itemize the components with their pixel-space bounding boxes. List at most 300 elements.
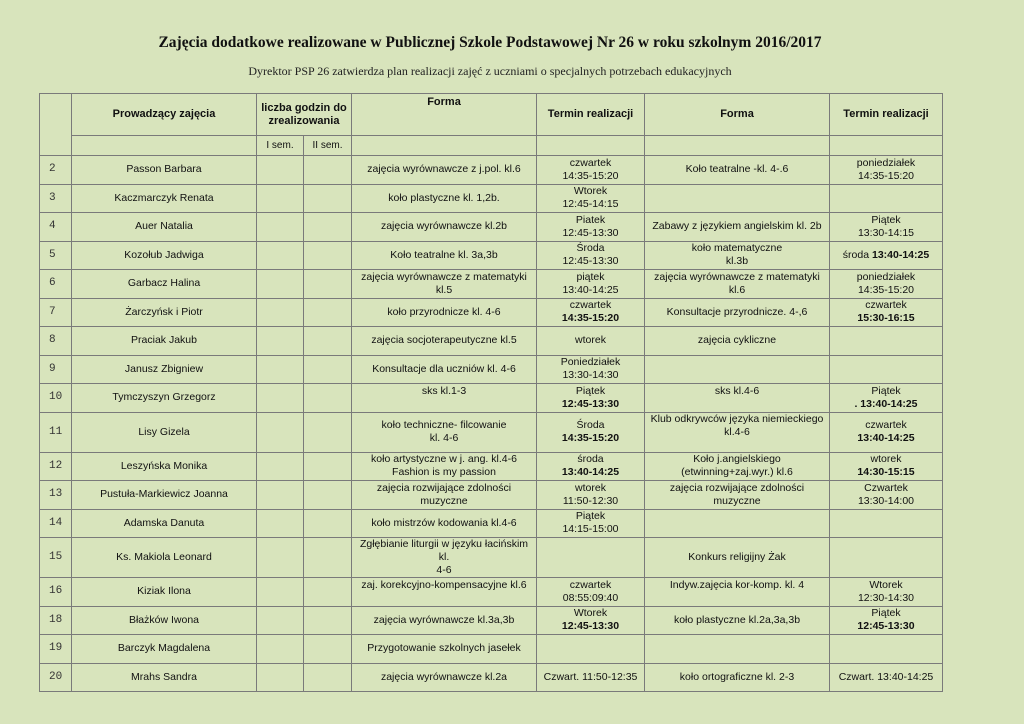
teacher-name: Garbacz Halina [72,270,257,299]
termin-2-text: czwartek [865,299,907,312]
termin-1-text: Środa [576,242,605,255]
termin-1-line [539,671,642,684]
hours-sem-1 [257,355,304,384]
termin-1-line [539,419,642,432]
termin-1-text: wtorek [575,334,606,347]
teacher-name: Kozołub Jadwiga [72,241,257,270]
forma-1-line: zajęcia wyrównawcze z j.pol. kl.6 [367,163,521,176]
forma-1-line: koło techniczne- filcowanie [381,419,507,431]
forma-1 [352,213,537,242]
forma-1 [352,452,537,481]
termin-1-text: Czwart. 11:50-12:35 [543,670,638,683]
row-number: 5 [40,241,72,270]
forma-2 [645,156,830,185]
forma-2-line: kl.4-6 [724,425,750,438]
hours-sem-1 [257,606,304,635]
termin-1-line [539,482,642,495]
termin-1-text: piątek [576,270,605,283]
hours-sem-2 [304,663,352,692]
termin-2-text: środa [842,248,872,261]
forma-2-line: Indyw.zajęcia kor-komp. kl. 4 [669,578,805,591]
termin-1-text: 13:40-14:25 [562,283,619,296]
termin-2-text: 15:30-16:15 [857,312,915,325]
forma-2 [645,270,830,299]
forma-1-line: zajęcia wyrównawcze z matematyki kl.5 [361,270,527,296]
teacher-name: Kaczmarczyk Renata [72,184,257,213]
forma-2-line: Klub odkrywców języka niemieckiego [650,412,824,425]
teacher-name: Lisy Gizela [72,412,257,452]
termin-1 [537,663,645,692]
termin-2-line [832,385,940,398]
termin-2 [830,509,943,538]
forma-1-line: sks kl.1-3 [421,384,467,397]
forma-2 [645,327,830,356]
termin-1-line [539,227,642,240]
termin-2 [830,298,943,327]
termin-2-text: Wtorek [869,578,903,591]
hours-sem-2 [304,241,352,270]
row-number: 7 [40,298,72,327]
teacher-name: Kiziak Ilona [72,578,257,607]
termin-2-text: . 13:40-14:25 [854,397,918,410]
header-forma-2-sub [645,136,830,156]
hours-sem-1 [257,327,304,356]
forma-1 [352,663,537,692]
forma-1-line: zajęcia rozwijające zdolności muzyczne [376,481,512,507]
hours-sem-2 [304,452,352,481]
forma-2-line: kl.3b [725,255,749,268]
termin-1-text: 11:50-12:30 [562,494,619,507]
termin-2-text: Piątek [871,384,901,397]
termin-2 [830,270,943,299]
forma-1 [352,578,537,607]
hours-sem-2 [304,298,352,327]
termin-2 [830,412,943,452]
termin-1-line [539,334,642,347]
termin-1-text: 08:55:09:40 [562,591,619,604]
termin-1-text: wtorek [575,481,606,494]
forma-1-line: Przygotowanie szkolnych jasełek [367,642,521,655]
termin-2-line [832,592,940,605]
termin-1 [537,241,645,270]
document-title: Zajęcia dodatkowe realizowane w Publicznej Szkole Podstawowej Nr 26 w roku szkolnym 2016/2017 [158,34,822,51]
termin-2-line [832,398,940,411]
row-number: 9 [40,355,72,384]
termin-1 [537,298,645,327]
forma-1-line: 4-6 [436,564,452,576]
hours-sem-1 [257,538,304,578]
table-row [40,578,943,607]
forma-1 [352,184,537,213]
termin-2-line [832,299,940,312]
termin-2 [830,538,943,578]
forma-1-line: kl. 4-6 [429,432,459,444]
termin-2-bold-time: 13:40-14:25 [871,248,930,261]
forma-1 [352,241,537,270]
termin-1-line [539,170,642,183]
hours-sem-2 [304,578,352,607]
termin-1-line [539,299,642,312]
activities-table [39,93,943,692]
termin-1-text: czwartek [569,578,612,591]
termin-1-text: środa [577,453,604,466]
termin-1-line [539,523,642,536]
table-row [40,452,943,481]
row-number: 6 [40,270,72,299]
hours-sem-1 [257,184,304,213]
hours-sem-2 [304,509,352,538]
forma-2-line: Konsultacje przyrodnicze. 4-,6 [666,305,808,318]
termin-2-text: czwartek [865,419,907,431]
termin-2 [830,355,943,384]
forma-2-line [647,398,827,411]
hours-sem-2 [304,355,352,384]
termin-1-line [539,214,642,227]
row-number: 15 [40,538,72,578]
table-row [40,355,943,384]
termin-1-text: czwartek [569,299,612,312]
hours-sem-2 [304,184,352,213]
termin-1-line [539,592,642,605]
termin-1-text: Środa [576,419,605,431]
termin-2-line [832,607,940,620]
teacher-name: Pustuła-Markiewicz Joanna [72,481,257,510]
forma-2-line: Koło teatralne -kl. 4-.6 [685,163,789,176]
termin-2-text: 14:30-15:15 [857,466,915,479]
termin-1-text: 14:15-15:00 [562,523,619,536]
termin-2-line [832,312,940,325]
forma-1 [352,509,537,538]
hours-sem-1 [257,156,304,185]
termin-1 [537,384,645,413]
termin-2-line [832,214,940,227]
termin-1 [537,452,645,481]
forma-1-line [354,398,534,411]
termin-2-text: Czwartek [864,481,908,494]
row-number: 12 [40,452,72,481]
termin-1 [537,538,645,578]
forma-1 [352,384,537,413]
forma-1 [352,355,537,384]
termin-1 [537,156,645,185]
termin-1-text: 12:45-13:30 [561,397,620,410]
termin-1-text: Piątek [575,384,606,397]
termin-2-text: Czwart. 13:40-14:25 [838,670,934,683]
termin-1-text: Piatek [575,213,606,226]
forma-1-line: Fashion is my passion [392,466,496,479]
forma-2-line: Konkurs religijny Żak [688,551,786,563]
termin-1-text: 13:30-14:30 [562,369,619,382]
header-number [40,94,72,156]
termin-1-text: czwartek [569,156,612,169]
hours-sem-1 [257,213,304,242]
header-termin-2-sub [830,136,943,156]
termin-2-text: Piątek [871,607,901,620]
header-termin-1: Termin realizacji [537,94,645,136]
header-teacher-sub [72,136,257,156]
forma-1 [352,298,537,327]
forma-2-line: zajęcia wyrównawcze z matematyki [654,270,820,283]
termin-2-line [832,170,940,183]
termin-1-line [539,495,642,508]
termin-1-line [539,284,642,297]
termin-2-text: 14:35-15:20 [857,283,915,296]
termin-1 [537,412,645,452]
termin-1 [537,509,645,538]
termin-2-line [832,466,940,479]
hours-sem-2 [304,635,352,664]
forma-2 [645,298,830,327]
termin-2-text: 13:30-14:15 [857,226,915,239]
termin-2 [830,663,943,692]
row-number: 13 [40,481,72,510]
forma-1-line [354,592,534,605]
row-number: 20 [40,663,72,692]
termin-1-line [539,185,642,198]
forma-1-line: zajęcia socjoterapeutyczne kl.5 [371,334,517,347]
hours-sem-2 [304,481,352,510]
termin-2 [830,606,943,635]
termin-1-text: Piątek [575,510,606,523]
forma-2 [645,578,830,607]
hours-sem-2 [304,412,352,452]
forma-1-line: zaj. korekcyjno-kompensacyjne kl.6 [361,578,527,591]
termin-2 [830,635,943,664]
forma-1 [352,635,537,664]
forma-2 [645,663,830,692]
teacher-name: Mrahs Sandra [72,663,257,692]
table-row [40,241,943,270]
teacher-name: Janusz Zbigniew [72,355,257,384]
termin-1-line [539,432,642,445]
teacher-name: Błażków Iwona [72,606,257,635]
termin-1-line [539,255,642,268]
forma-2 [645,452,830,481]
termin-2-line [832,271,940,284]
teacher-name: Leszyńska Monika [72,452,257,481]
forma-2-line: koło ortograficzne kl. 2-3 [679,670,795,683]
termin-1-line [539,271,642,284]
forma-1-line: zajęcia wyrównawcze kl.2a [380,670,508,683]
header-teacher: Prowadzący zajęcia [72,94,257,136]
row-number: 8 [40,327,72,356]
termin-2 [830,578,943,607]
termin-2-line [832,249,940,262]
termin-1-text: 12:45-13:30 [561,620,620,633]
termin-2-line [832,432,940,445]
forma-1-line: zajęcia wyrównawcze kl.3a,3b [373,613,515,626]
termin-1-line [539,607,642,620]
termin-2 [830,156,943,185]
termin-1 [537,184,645,213]
forma-2 [645,213,830,242]
hours-sem-2 [304,213,352,242]
hours-sem-1 [257,635,304,664]
termin-1-line [539,312,642,325]
termin-1-line [539,385,642,398]
table-row [40,384,943,413]
hours-sem-1 [257,298,304,327]
termin-1-text: Wtorek [573,607,608,620]
forma-2-line: zajęcia cykliczne [697,334,777,347]
termin-2-line [832,227,940,240]
termin-1-line [539,198,642,211]
hours-sem-2 [304,156,352,185]
termin-1 [537,635,645,664]
forma-2-line [647,439,827,452]
termin-1-line [539,157,642,170]
termin-2 [830,452,943,481]
termin-1 [537,355,645,384]
termin-2-line [832,579,940,592]
header-forma-1-sub [352,136,537,156]
forma-2 [645,538,830,578]
table-row [40,606,943,635]
header-sem-1: I sem. [257,136,304,156]
termin-1-text: 14:35-15:20 [562,169,619,182]
termin-1-text: Wtorek [573,185,608,198]
forma-2 [645,384,830,413]
hours-sem-1 [257,452,304,481]
hours-sem-1 [257,663,304,692]
row-number: 4 [40,213,72,242]
header-termin-1-sub [537,136,645,156]
teacher-name: Żarczyńsk i Piotr [72,298,257,327]
teacher-name: Adamska Danuta [72,509,257,538]
hours-sem-1 [257,509,304,538]
termin-1 [537,270,645,299]
forma-1 [352,412,537,452]
termin-2-line [832,495,940,508]
table-row [40,213,943,242]
header-forma-1: Forma [352,94,537,136]
forma-2 [645,481,830,510]
forma-1-line: Konsultacje dla uczniów kl. 4-6 [372,362,516,375]
termin-2-text: 12:30-14:30 [857,591,915,604]
row-number: 16 [40,578,72,607]
termin-2-text: Piątek [871,213,901,226]
termin-1-line [539,579,642,592]
hours-sem-2 [304,606,352,635]
table-row [40,270,943,299]
hours-sem-1 [257,270,304,299]
teacher-name: Auer Natalia [72,213,257,242]
forma-2-line: (etwinning+zaj.wyr.) kl.6 [681,466,793,479]
forma-2 [645,509,830,538]
table-body [40,156,943,692]
row-number: 14 [40,509,72,538]
termin-2-text: 12:45-13:30 [857,620,915,633]
termin-2-text: poniedziałek [856,270,916,283]
termin-1-text: 14:35-15:20 [561,432,620,444]
forma-2 [645,635,830,664]
termin-2 [830,327,943,356]
teacher-name: Passon Barbara [72,156,257,185]
header-forma-2: Forma [645,94,830,136]
termin-1-text: 13:40-14:25 [561,466,620,479]
forma-1 [352,270,537,299]
termin-1-text: Poniedziałek [560,356,621,369]
termin-1-line [539,453,642,466]
hours-sem-1 [257,241,304,270]
forma-1-line: koło przyrodnicze kl. 4-6 [387,305,501,318]
termin-1-text: 14:35-15:20 [561,312,620,325]
termin-2-text: 14:35-15:20 [857,169,915,182]
termin-1 [537,327,645,356]
table-row [40,509,943,538]
hours-sem-2 [304,327,352,356]
hours-sem-1 [257,384,304,413]
row-number: 2 [40,156,72,185]
termin-2 [830,481,943,510]
termin-2-line [832,482,940,495]
termin-1-text: 12:45-13:30 [562,226,619,239]
teacher-name: Tymczyszyn Grzegorz [72,384,257,413]
hours-sem-2 [304,270,352,299]
table-row [40,635,943,664]
forma-2-line: sks kl.4-6 [714,384,760,397]
forma-2 [645,355,830,384]
termin-2-text: wtorek [870,453,902,466]
table-row [40,298,943,327]
forma-1 [352,156,537,185]
table-row [40,412,943,452]
forma-1 [352,481,537,510]
forma-2 [645,241,830,270]
termin-2-line [832,419,940,432]
forma-1-line: Zgłębianie liturgii w języku łacińskim kl. [359,538,529,563]
table-row [40,156,943,185]
termin-2-text: poniedziałek [856,156,916,169]
hours-sem-1 [257,412,304,452]
termin-1-text: 12:45-13:30 [562,255,619,268]
hours-sem-1 [257,578,304,607]
forma-2-line: koło plastyczne kl.2a,3a,3b [673,613,801,626]
termin-1 [537,213,645,242]
row-number: 18 [40,606,72,635]
termin-2-line [832,671,940,684]
termin-1-line [539,242,642,255]
termin-2-text: 13:40-14:25 [857,432,915,444]
forma-2-line: koło matematyczne [691,242,783,255]
table-row [40,184,943,213]
termin-2 [830,184,943,213]
termin-1-line [539,356,642,369]
forma-1 [352,538,537,578]
forma-2-line [647,592,827,605]
forma-1-line: koło plastyczne kl. 1,2b. [388,191,500,204]
header-sem-2: II sem. [304,136,352,156]
forma-1 [352,327,537,356]
row-number: 3 [40,184,72,213]
header-hours: liczba godzin do zrealizowania [257,94,352,136]
termin-1-line [539,466,642,479]
forma-2-line: kl.6 [728,283,746,296]
forma-2 [645,412,830,452]
termin-2-line [832,157,940,170]
header-termin-2: Termin realizacji [830,94,943,136]
table-row [40,663,943,692]
table-row [40,481,943,510]
forma-2-line: Zabawy z językiem angielskim kl. 2b [652,220,822,233]
table-row [40,327,943,356]
termin-1-line [539,369,642,382]
forma-1-line: zajęcia wyrównawcze kl.2b [380,220,508,233]
termin-1-line [539,620,642,633]
table-row [40,538,943,578]
termin-1 [537,578,645,607]
termin-2-text: 13:30-14:00 [857,494,915,507]
